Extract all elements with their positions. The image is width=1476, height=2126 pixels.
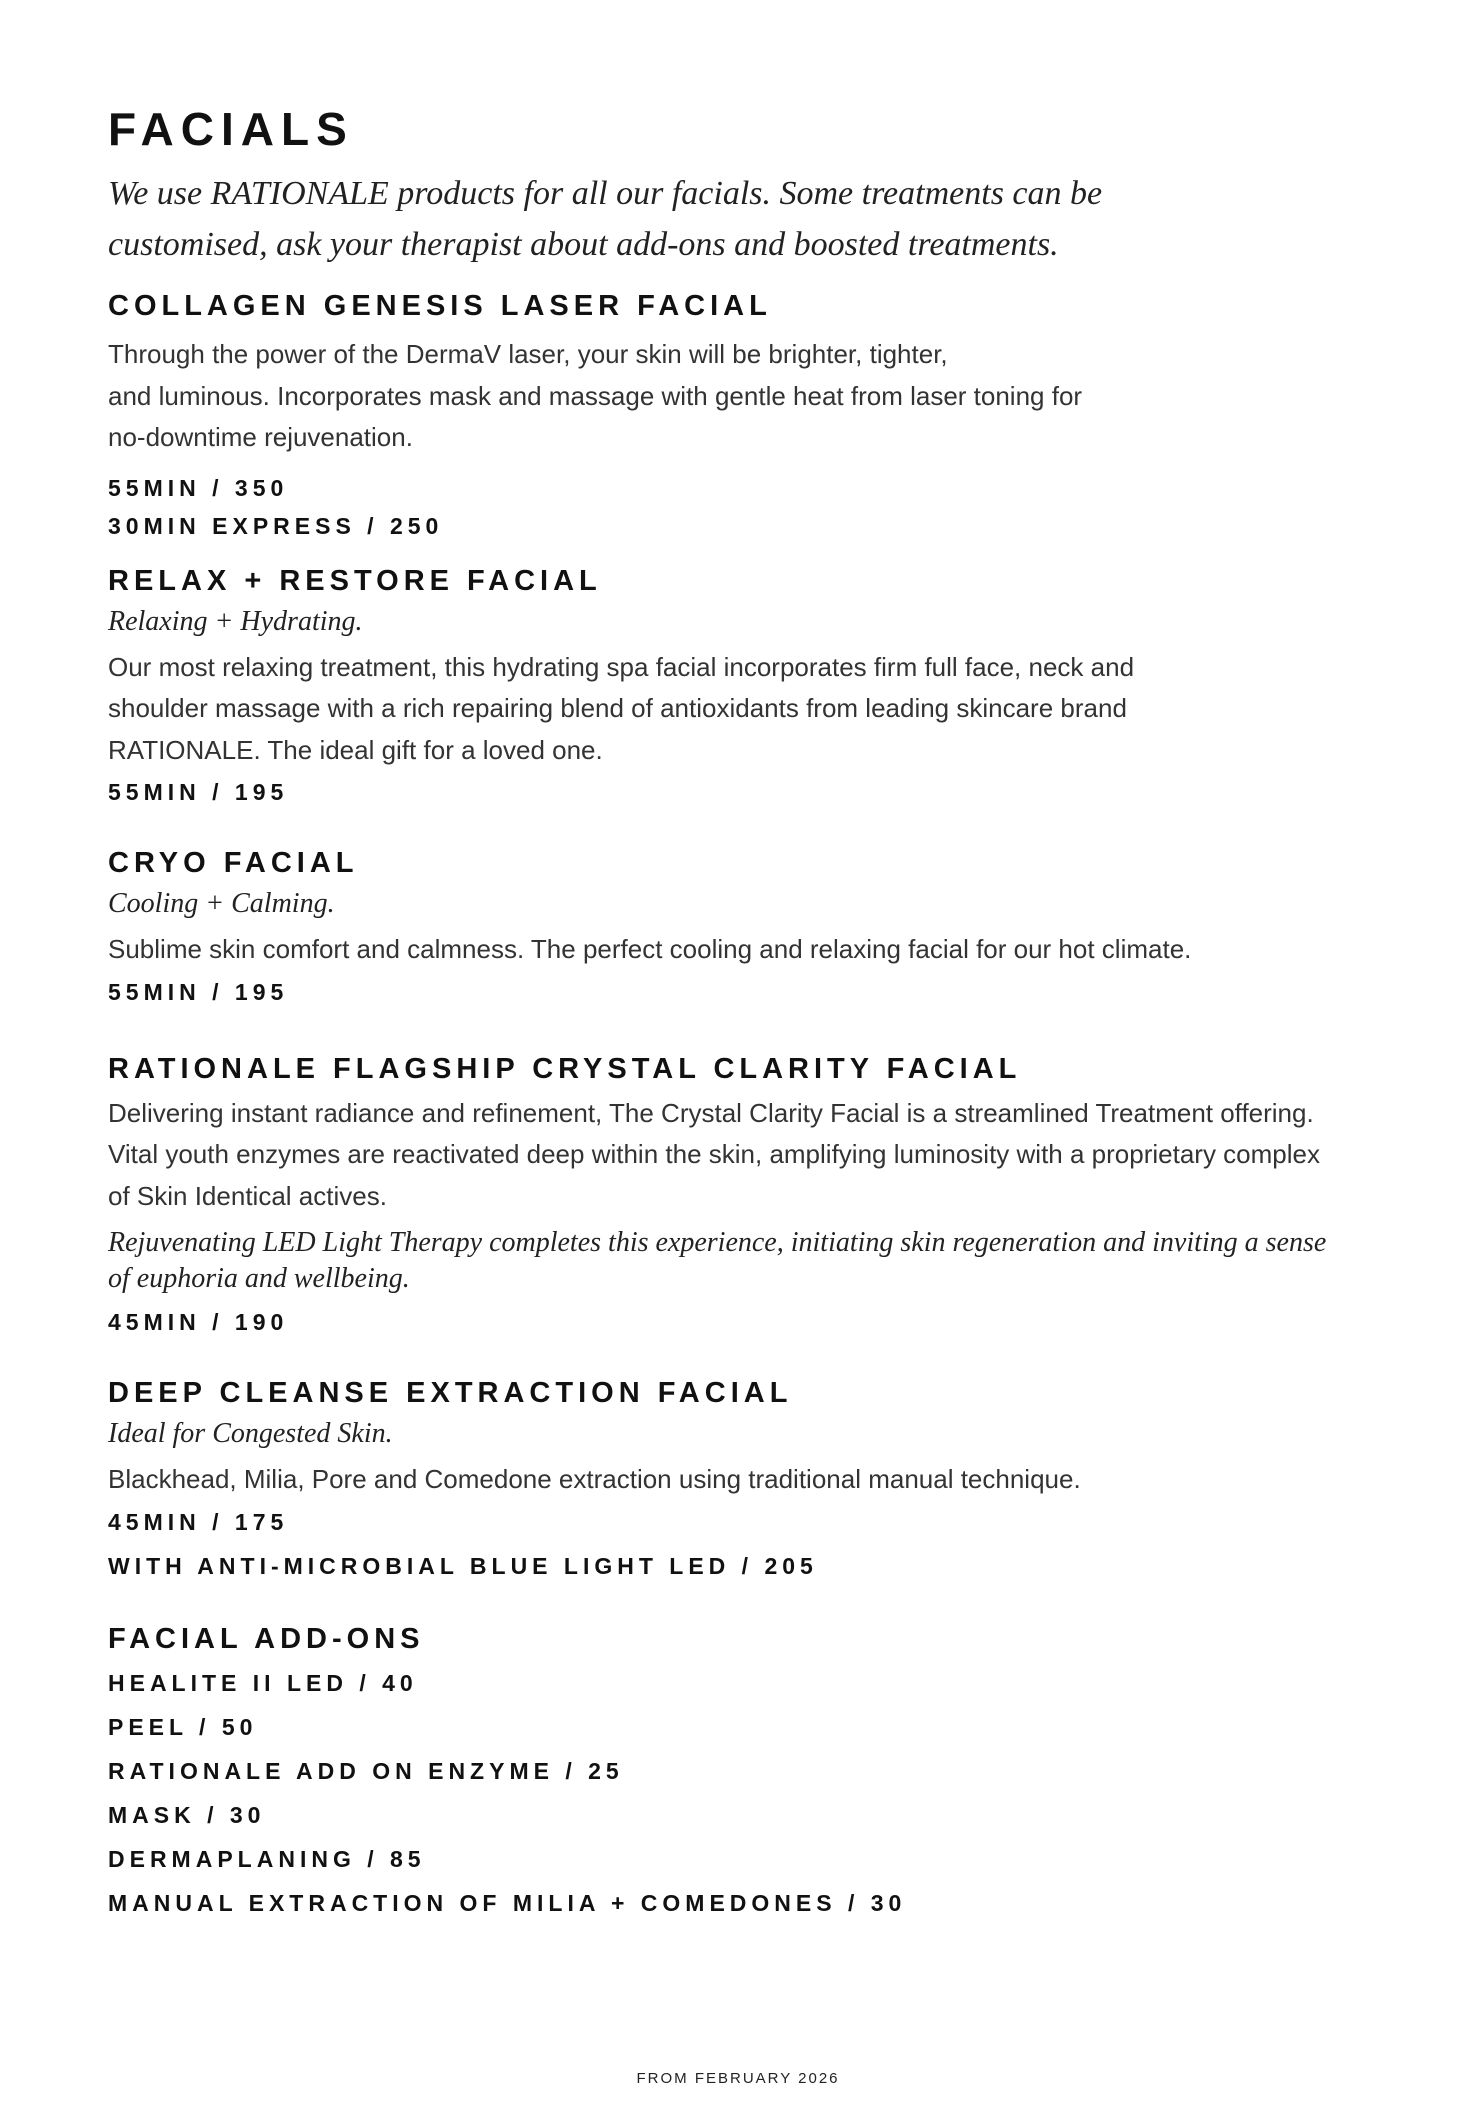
addon-item: DERMAPLANING / 85 bbox=[108, 1845, 426, 1872]
price-line: 45MIN / 190 bbox=[108, 1309, 289, 1335]
treatment-relax-restore bbox=[108, 563, 1368, 812]
addon-item: HEALITE II LED / 40 bbox=[108, 1669, 418, 1696]
treatment-name: RATIONALE FLAGSHIP CRYSTAL CLARITY FACIAL bbox=[108, 1052, 1022, 1085]
treatment-cryo bbox=[108, 845, 1368, 1011]
addons-section bbox=[108, 1621, 1368, 1925]
intro-text: We use RATIONALE products for all our facials. Some treatments can be customised, ask your therapist about add-ons and boosted treatments. bbox=[108, 175, 1103, 263]
price-line: 55MIN / 195 bbox=[108, 779, 289, 805]
addon-item: MANUAL EXTRACTION OF MILIA + COMEDONES / 30 bbox=[108, 1889, 907, 1916]
price-line: 55MIN / 350 bbox=[108, 474, 289, 501]
price-line: WITH ANTI-MICROBIAL BLUE LIGHT LED / 205 bbox=[108, 1552, 818, 1579]
treatment-description: Our most relaxing treatment, this hydrating spa facial incorporates firm full face, neck and shoulder massage with a rich repairing blend of antioxidants from leading skincare brand RATIONALE. The ideal gift for a loved one. bbox=[108, 651, 1135, 765]
price-line: 45MIN / 175 bbox=[108, 1508, 289, 1535]
footer-date: FROM FEBRUARY 2026 bbox=[636, 2070, 840, 2087]
treatment-name: DEEP CLEANSE EXTRACTION FACIAL bbox=[108, 1377, 793, 1409]
treatment-collagen-genesis bbox=[108, 288, 1368, 545]
menu-page bbox=[108, 100, 1368, 1925]
description-line: no-downtime rejuvenation. bbox=[108, 422, 413, 452]
treatment-tagline: Cooling + Calming. bbox=[108, 888, 335, 919]
treatment-name: RELAX + RESTORE FACIAL bbox=[108, 564, 602, 597]
treatment-name: CRYO FACIAL bbox=[108, 847, 359, 879]
addon-item: RATIONALE ADD ON ENZYME / 25 bbox=[108, 1757, 624, 1784]
treatment-crystal-clarity bbox=[108, 1051, 1368, 1342]
page-title: FACIALS bbox=[108, 103, 354, 155]
price-line: 30MIN EXPRESS / 250 bbox=[108, 512, 444, 539]
treatment-description: Blackhead, Milia, Pore and Comedone extraction using traditional manual technique. bbox=[108, 1464, 1081, 1494]
treatment-description: Delivering instant radiance and refinement, The Crystal Clarity Facial is a streamlined Treatment offering. Vital youth enzymes are reactivated deep within the skin, amplifying luminosity with a proprietary complex of Skin Identical actives. bbox=[108, 1097, 1320, 1211]
price-line: 55MIN / 195 bbox=[108, 978, 289, 1005]
addon-item: MASK / 30 bbox=[108, 1801, 266, 1828]
treatment-deep-cleanse bbox=[108, 1375, 1368, 1585]
treatment-tagline: Relaxing + Hydrating. bbox=[108, 605, 363, 637]
treatment-description bbox=[108, 334, 1368, 459]
treatment-note: Rejuvenating LED Light Therapy completes this experience, initiating skin regeneration and inviting a sense of euphoria and wellbeing. bbox=[108, 1227, 1327, 1294]
treatment-description: Sublime skin comfort and calmness. The perfect cooling and relaxing facial for our hot climate. bbox=[108, 934, 1192, 964]
treatment-name: COLLAGEN GENESIS LASER FACIAL bbox=[108, 290, 772, 322]
addons-heading: FACIAL ADD-ONS bbox=[108, 1622, 425, 1655]
description-line: and luminous. Incorporates mask and massage with gentle heat from laser toning for bbox=[108, 380, 1083, 411]
addon-item: PEEL / 50 bbox=[108, 1713, 258, 1740]
treatment-tagline: Ideal for Congested Skin. bbox=[108, 1418, 393, 1449]
description-line: Through the power of the DermaV laser, your skin will be brighter, tighter, bbox=[108, 339, 948, 369]
